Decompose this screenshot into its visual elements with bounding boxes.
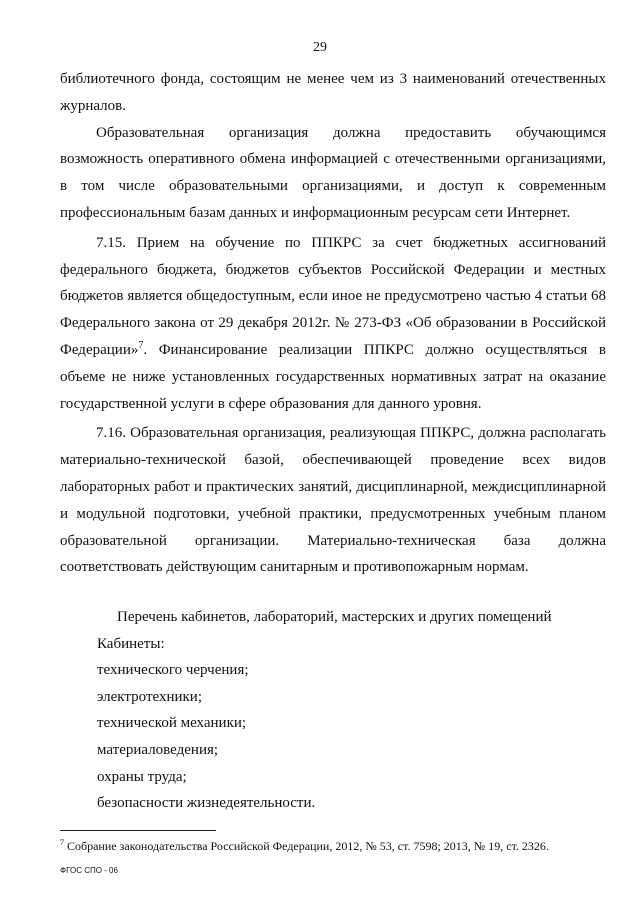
paragraph-7-16: 7.16. Образовательная организация, реализующая ППКРС, должна располагать материально-технической базой, обеспечивающей проведение всех видов лабораторных работ и практических занятий, дисциплинарной, междисциплинарной и модульной подготовки, учебной практики, предусмотренных учебным планом образовательной организации. Материально-техническая база должна соответствовать действующим санитарным и противопожарным нормам. [60,425,606,576]
list-item: материаловедения; [97,741,219,758]
list-item: электротехники; [97,688,202,705]
document-body [60,66,606,581]
footnote-marker: 7 [60,838,64,847]
paragraph-library-fund: библиотечного фонда, состоящим не менее чем из 3 наименований отечественных журналов. [60,71,606,114]
list-item: охраны труда; [97,768,187,785]
paragraph-7-15 [60,230,606,418]
list-item: безопасности жизнедеятельности. [97,795,316,812]
rooms-list-heading: Перечень кабинетов, лабораторий, мастерских и других помещений [117,609,552,625]
list-item: технического черчения; [97,662,249,679]
footnote-separator [60,830,216,831]
footnote [60,838,620,854]
paragraph-7-15-part-2: . Финансирование реализации ППКРС должно осуществляться в объеме не ниже установленных государственных нормативных затрат на оказание государственной услуги в сфере образования для данного уровня. [60,341,606,412]
paragraph-7-15-part-1: 7.15. Прием на обучение по ППКРС за счет бюджетных ассигнований федерального бюджета, бюджетов субъектов Российской Федерации и местных бюджетов является общедоступным, если иное не предусмотрено частью 4 статьи 68 Федерального закона от 29 декабря 2012г. № 273-ФЗ «Об образовании в Российской Федерации» [60,234,606,358]
page-number: 29 [313,40,327,55]
paragraph-information-exchange: Образовательная организация должна предоставить обучающимся возможность оперативного обмена информацией с отечественными организациями, в том числе образовательными организациями, и доступ к современным профессиональным базам данных и информационным ресурсам сети Интернет. [60,124,606,221]
list-item: технической механики; [97,715,247,732]
rooms-list [97,604,597,817]
rooms-list-subheading: Кабинеты: [97,635,165,652]
footnote-reference: 7 [138,339,144,351]
document-code: ФГОС СПО - 06 [60,866,118,875]
footnote-text: Собрание законодательства Российской Федерации, 2012, № 53, ст. 7598; 2013, № 19, ст. 2326. [67,839,549,853]
